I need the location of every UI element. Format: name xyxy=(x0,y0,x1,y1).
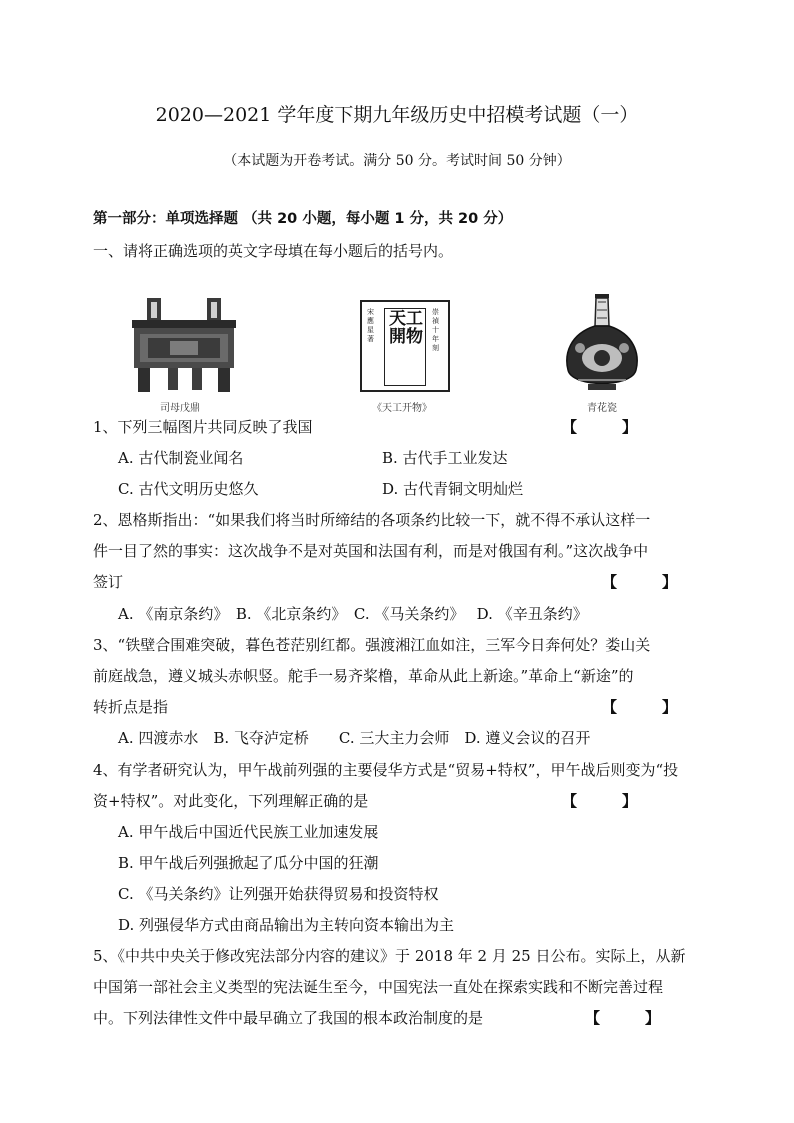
question-2-line-1: 2、恩格斯指出：“如果我们将当时所缔结的各项条约比较一下，就不得不承认这样一 xyxy=(93,511,651,529)
book-cover-side-text: 崇禎十年刻 xyxy=(432,308,439,352)
book-cover-icon xyxy=(360,300,450,392)
question-5-line-1: 5、《中共中央关于修改宪法部分内容的建议》于 2018 年 2 月 25 日公布。实际上，从新 xyxy=(93,947,686,965)
question-5-line-3: 中。下列法律性文件中最早确立了我国的根本政治制度的是 xyxy=(93,1009,484,1027)
porcelain-vase-icon xyxy=(562,292,642,396)
exam-instructions: （本试题为开卷考试。满分 50 分。考试时间 50 分钟） xyxy=(223,153,571,169)
question-4-line-2: 资+特权”。对此变化，下列理解正确的是 xyxy=(93,792,369,810)
q1-option-d: D. 古代青铜文明灿烂 xyxy=(382,480,524,498)
image-caption: 《天工开物》 xyxy=(372,403,432,414)
answer-bracket-3: 【 】 xyxy=(602,698,678,716)
answer-bracket-5: 【 】 xyxy=(585,1009,661,1027)
answer-bracket-1: 【 】 xyxy=(562,418,638,436)
page-title: 2020—2021 学年度下期九年级历史中招模考试题（一） xyxy=(155,104,639,126)
image-caption: 司母戊鼎 xyxy=(160,403,200,414)
question-3-line-3: 转折点是指 xyxy=(93,698,169,716)
q4-option-a: A. 甲午战后中国近代民族工业加速发展 xyxy=(118,823,379,841)
q3-options: A. 四渡赤水 B. 飞夺泸定桥 C. 三大主力会师 D. 遵义会议的召开 xyxy=(118,729,591,747)
q4-option-d: D. 列强侵华方式由商品输出为主转向资本输出为主 xyxy=(118,916,455,934)
section-heading: 第一部分：单项选择题 （共 20 小题，每小题 1 分，共 20 分） xyxy=(93,211,513,227)
question-4-line-1: 4、有学者研究认为，甲午战前列强的主要侵华方式是“贸易+特权”，甲午战后则变为“投 xyxy=(93,761,679,779)
image-caption: 青花瓷 xyxy=(587,403,617,414)
question-2-line-3: 签订 xyxy=(93,573,124,591)
answer-bracket-2: 【 】 xyxy=(602,573,678,591)
ding-vessel-icon xyxy=(128,296,240,396)
answer-bracket-4: 【 】 xyxy=(562,792,638,810)
q4-option-c: C. 《马关条约》让列强开始获得贸易和投资特权 xyxy=(118,885,439,903)
section-instruction: 一、请将正确选项的英文字母填在每小题后的括号内。 xyxy=(93,242,454,260)
q2-options: A. 《南京条约》 B. 《北京条约》 C. 《马关条约》 D. 《辛丑条约》 xyxy=(118,605,588,623)
q4-option-b: B. 甲午战后列强掀起了瓜分中国的狂潮 xyxy=(118,854,379,872)
book-cover-title: 天工開物 xyxy=(389,309,423,347)
question-2-line-2: 件一目了然的事实：这次战争不是对英国和法国有利，而是对俄国有利。”这次战争中 xyxy=(93,542,649,560)
book-cover-side-text: 宋應星著 xyxy=(367,308,374,343)
question-3-line-1: 3、“铁壁合围难突破，暮色苍茫别红都。强渡湘江血如注，三军今日奔何处？娄山关 xyxy=(93,636,651,654)
question-5-line-2: 中国第一部社会主义类型的宪法诞生至今，中国宪法一直处在探索实践和不断完善过程 xyxy=(93,978,664,996)
question-3-line-2: 前庭战急，遵义城头赤帜竖。舵手一易齐桨橹，革命从此上新途。”革命上“新途”的 xyxy=(93,667,634,685)
q1-option-b: B. 古代手工业发达 xyxy=(382,449,508,467)
question-1-stem: 1、下列三幅图片共同反映了我国 xyxy=(93,418,313,436)
q1-option-a: A. 古代制瓷业闻名 xyxy=(118,449,244,467)
q1-option-c: C. 古代文明历史悠久 xyxy=(118,480,259,498)
